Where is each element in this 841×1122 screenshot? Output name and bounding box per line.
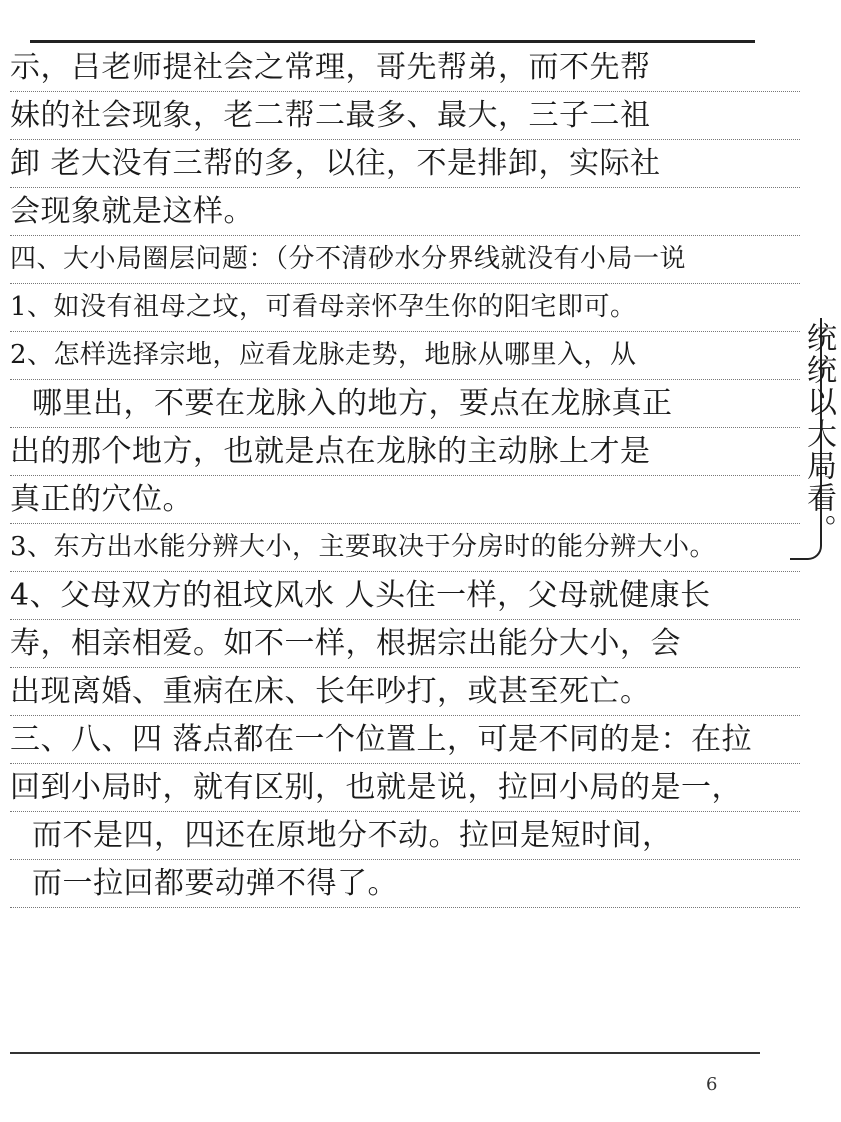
note-line: 4、父母双方的祖坟风水 人头住一样，父母就健康长: [10, 572, 800, 620]
note-line: 示，吕老师提社会之常理，哥先帮弟，而不先帮: [10, 44, 800, 92]
note-line: 会现象就是这样。: [10, 188, 800, 236]
note-line: 出现离婚、重病在床、长年吵打，或甚至死亡。: [10, 668, 800, 716]
section-heading: 四、大小局圈层问题：（分不清砂水分界线就没有小局一说: [10, 236, 800, 284]
bottom-rule: [10, 1052, 760, 1054]
note-line: 3、东方出水能分辨大小，主要取决于分房时的能分辨大小。: [10, 524, 800, 572]
note-line: 卸 老大没有三帮的多，以往，不是排卸，实际社: [10, 140, 800, 188]
top-rule: [30, 40, 755, 43]
note-line: 真正的穴位。: [10, 476, 800, 524]
page-number: 6: [706, 1074, 718, 1095]
note-line: 回到小局时，就有区别，也就是说，拉回小局的是一，: [10, 764, 800, 812]
handwritten-notes: [10, 44, 800, 908]
note-line: 而不是四，四还在原地分不动。拉回是短时间，: [10, 812, 800, 860]
note-line: 2、怎样选择宗地，应看龙脉走势，地脉从哪里入，从: [10, 332, 800, 380]
note-line: 哪里出，不要在龙脉入的地方，要点在龙脉真正: [10, 380, 800, 428]
note-line: 出的那个地方，也就是点在龙脉的主动脉上才是: [10, 428, 800, 476]
section-heading: 三、八、四 落点都在一个位置上，可是不同的是：在拉: [10, 716, 800, 764]
note-line: 寿，相亲相爱。如不一样，根据宗出能分大小，会: [10, 620, 800, 668]
side-note: 统统以大局看。: [801, 322, 836, 546]
note-line: 1、如没有祖母之坟，可看母亲怀孕生你的阳宅即可。: [10, 284, 800, 332]
note-line: 妹的社会现象，老二帮二最多、最大，三子二祖: [10, 92, 800, 140]
note-line: 而一拉回都要动弹不得了。: [10, 860, 800, 908]
